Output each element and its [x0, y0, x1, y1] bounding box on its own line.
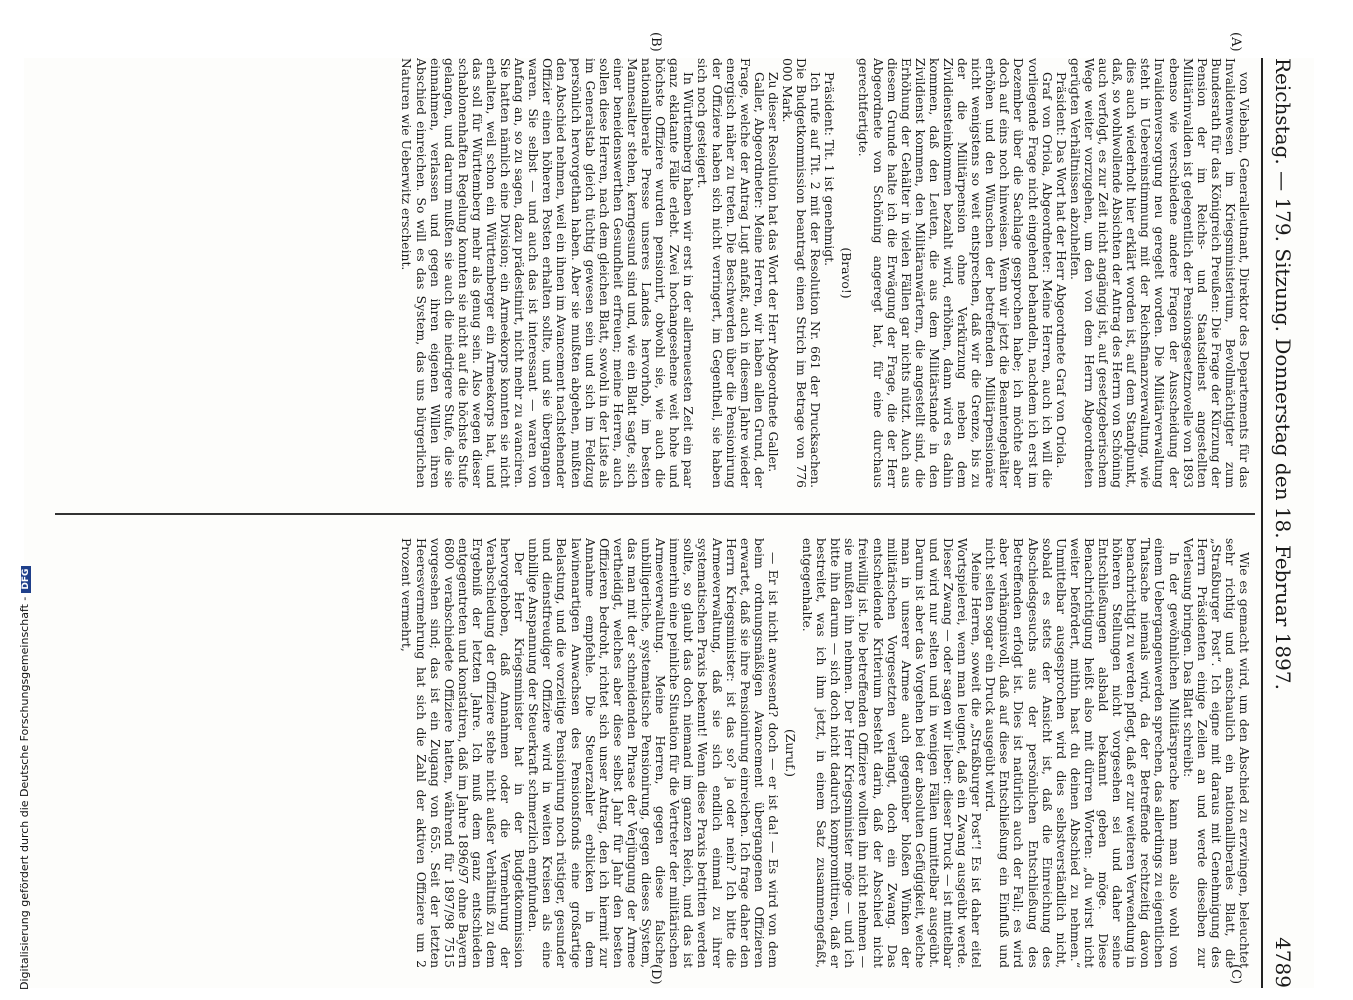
paragraph: Graf von Oriola, Abgeordneter: Meine Herren, auch ich will die vorliegende Frage nicht eingehend behandeln, nachdem ich erst im Dezember über die Sachlage gesprochen habe; ich möchte aber doch auf eins noch hinweisen. Wenn wir jetzt die Beamtengehälter erhöhen und den Wünschen der betreffenden Militärpensionäre nicht wenigstens so weit entsprechen, daß wir die Grenze, bis zu der die Militärpension ohne Verkürzung neben dem Zivildiensteinkommen bezahlt wird, erhöhen, dann wird es dahin kommen, daß den Leuten, die aus dem Militärstande in den Zivildienst kommen, den Militäranwärtern, die angestellt sind, die Erhöhung der Gehälter in vielen Fällen gar nichts nützt. Auch aus diesem Grunde halte ich die Erwägung der Frage, die der Herr Abgeordnete von Schöning angeregt hat, für eine durchaus gerechtfertigte.: [856, 58, 1054, 488]
paragraph: — Er ist nicht anwesend? doch — er ist da! — Es wird von dem beim ordnungsmäßigen Avancement übergangenen Offizieren erwartet, daß sie ihre Pensionirung einreichen. Ich frage daher den Herrn Kriegsminister: ist das so? ja oder nein? Ich bitte die Armeeverwaltung, daß sie sich endlich einmal zu ihrer systematischen Praxis bekennt! Wenn diese Praxis betritten werden sollte, so glaubt das doch niemand im ganzen Reich, und das ist immerhin eine peinliche Situation für die Vertreter der militärischen Armeeverwaltung. Meine Herren, gegen diese falsche, unbilligerliche, systematische Pensionirung, gegen dieses System, das man mit der schneidenden Phrase der Verjüngung der Armee vertheidigt, welches aber diese selbst Jahr für Jahr den besten Offizieren bedroht, richtet sich unser Antrag, den ich hiermit zur Annahme empfehle. Die Steuerzahler erblicken in dem lawinenartigen Anwachsen des Pensionsfonds eine großartige Belastung, und die vorzeitige Pensionirung noch rüstiger, gesunder und dienstfreudiger Offiziere wird in weiten Kreisen als eine unbillige Anspannung der Steuerkraft schmerzlich empfunden.: [526, 538, 780, 968]
paragraph: In der gewöhnlichen Militärsprache kann man also wohl von einem Uebergangenwerden sprechen, das allerdings zu eigentlichen Thatsache niemals wird, da der Betreffende rechtzeitig davon benachrichtigt zu werden pflegt, daß er zur weiteren Verwendung in höheren Stellungen nicht vorgesehen sei und daher seine Entschließungen alsbald bekannt geben möge. Diese Benachrichtigung heißt also mit dürren Worten: „du wirst nicht weiter befördert, mithin hast du deinen Abschied zu nehmen.“ Unmittelbar ausgesprochen wird dies selbstverständlich nicht, sobald es stets der Ansicht ist, daß die Einreichung des Abschiedsgesuchs aus der persönlichen Entschließung des Betreffenden erfolgt ist. Dies ist natürlich auch der Fall; es wird aber verhängnisvoll, daß auf diese Entschließung ein Einfluß und nicht selten sogar ein Druck ausgeübt wird.: [983, 538, 1181, 968]
margin-marker-d: (D): [648, 964, 663, 985]
right-column: [61, 538, 1251, 968]
page-number: 4789: [1271, 937, 1295, 988]
rotated-page-content: [43, 32, 1303, 988]
paragraph: Zu dieser Resolution hat das Wort der Herr Abgeordnete Galler.: [765, 72, 780, 473]
running-header: [1261, 58, 1303, 988]
dfg-logo: DFG: [21, 566, 31, 593]
paragraph: In Württemberg haben wir erst in der allerneuesten Zeit ein paar ganz eklatante Fälle erlebt. Zwei hochangesehene weit hohe und höchste Offiziere wurden pensionirt, obwohl sie, wie auch die nationalliberale Presse unseres Landes hervorhob, im besten Mannesalter stehen, kerngesund sind und, wie ein Blatt sagte, sich einer beneidenswerthen Gesundheit erfreuen; meine Herren, auch sollen diese Herren, nach dem gleichen Blatt, sowohl in der Liste als im Generalstab gleich tüchtig gewesen sein und sich im Feldzug persönlich hervorgethan haben. Aber sie mußten abgehen, mußten den Abschied nehmen, weil ein ihnen im Avancement nachstehender Offizier einen höheren Posten erhalten sollte, und sie übergangen waren. Sie selbst — und auch das ist interessant — waren von Anfang an, so zu sagen, dazu prädestinirt, nicht mehr zu avanciren. Sie hatten nämlich eine Division; ein Armeekorps konnten sie nicht erhalten, weil schon ein Württemberger ein Armeekorps hat, und das soll für Württemberg mehr als genug sein. Also wegen dieser schablonenhaften Regelung konnten sie nicht auf die höchste Stufe gelangen, und darum mußten sie auch die niedrigere Stufe, die sie einnahmen, verlassen und gegen ihren eigenen Willen ihren Abschied einreichen. So will es das System, das uns bürgerlichen Naturen wie Ueberwitz erscheint.: [399, 58, 696, 488]
margin-marker-a: (A): [1228, 32, 1243, 52]
paragraph: Wie es gemacht wird, um den Abschied zu erzwingen, beleuchtet sehr richtig und anschaulich ein nationalliberales Blatt, die „Straßburger Post“. Ich eigne mit daraus mit Genehmigung des Herrn Präsidenten einige Zeilen an und werde dieselben zur Verlesung bringen. Das Blatt schreibt:: [1180, 538, 1251, 968]
paragraph: Ich rufe auf Tit. 2 mit der Resolution Nr. 661 der Drucksachen. Die Budgetkommission beantragt einen Strich im Betrage von 776 000 Mark.: [780, 58, 823, 488]
column-divider: [55, 513, 1255, 515]
paragraph: Präsident: Das Wort hat der Herr Abgeordnete Graf von Oriola.: [1053, 72, 1068, 469]
left-column: [61, 58, 1251, 488]
paragraph: Präsident: Tit. 1 ist genehmigt.: [822, 72, 837, 267]
paragraph: Der Herr Kriegsminister hat in der Budgetkommission hervorgehoben, daß Annahmen oder die Vermehrung der Verabschiedung der Offiziere stehe nicht außer Verhältniß zu dem Ergebniß der letzten Jahre. Ich muß dem ganz entschieden entgegentreten und konstatiren, daß im Jahre 1896/97 ohne Bayern 6800 verabschiedete Offiziere hatten, während für 1897/98 7515 vorgesehen sind; das ist ein Zugang von 655. Seit der letzten Heeresvermehrung hat sich die Zahl der aktiven Offiziere um 2 Prozent vermehrt,: [399, 538, 527, 968]
digitization-footer: [0, 0, 31, 1000]
paragraph: Meine Herren, soweit die „Straßburger Post“! Es ist daher eitel Wortspielerei, wenn man leugnet, daß ein Zwang ausgeübt werde. Dieser Zwang — oder sagen wir lieber: dieser Druck — ist mittelbar und wird nur selten und in wenigen Fällen unmittelbar ausgeübt. Darum ist aber das Vorgehen bei der absoluten Gefügigkeit, welche man in unserer Armee auch gegenüber bloßen Winken der militärischen Vorgesetzten verlangt, doch ein Zwang. Das entscheidende Kriterium besteht darin, daß der Abschied nicht freiwillig ist. Die betreffenden Offiziere wollten ihn nicht nehmen — sie mußten ihn nehmen. Der Herr Kriegsminister möge — und ich bitte ihn darum — sich doch nicht dadurch kompromittiren, daß er bestreitet, was ich ihm jetzt, in einem Satz zusammengefaßt, entgegenhalte.: [800, 538, 984, 968]
footer-text: Digitalisierung gefördert durch die Deutsche Forschungsgemeinschaft -: [18, 596, 31, 990]
margin-marker-c: (C): [1228, 964, 1243, 985]
margin-marker-b: (B): [648, 32, 663, 52]
header-title: Reichstag. — 179. Sitzung. Donnerstag den 18. Februar 1897.: [1271, 58, 1295, 690]
paragraph: (Bravo!): [839, 247, 854, 299]
paragraph: (Zuruf.): [783, 729, 797, 777]
paragraph: Galler, Abgeordneter: Meine Herren, wir haben allen Grund, der Frage, welche der Antrag Lugt anfaßt, auch in diesem Jahre wieder energisch näher zu treten. Die Beschwerden über die Pensionirung der Offiziere haben sich nicht verringert, im Gegentheil, sie haben sich noch gesteigert.: [695, 58, 766, 488]
paragraph: von Viebahn, Generalleutnant, Direktor des Departements für das Invalidenwesen im Kriegsministerium, Bevollmächtigter zum Bundesrath für das Königreich Preußen: Die Frage der Kürzung der Pension der im Reichs- und Staatsdienst angestellten Militärinvaliden ist gelegentlich der Pensionsgesetznovelle von 1893 ebenso wie verschiedene andere Fragen der Ausscheidung der Invalidenversorgung neu geregelt worden. Die Militärverwaltung steht in Uebereinstimmung mit der Reichsfinanzverwaltung, wie dies auch wiederholt hier erklärt worden ist, auf dem Standpunkt, daß, so wohlwollende Absichten der Antrag des Herrn von Schöning auch verfolgt, es zur Zeit nicht angängig ist, auf gesetzgeberischem Wege weiter vorzugehen, um den von dem Herrn Abgeordneten gerügten Verhältnissen abzuhelfen.: [1067, 58, 1251, 488]
